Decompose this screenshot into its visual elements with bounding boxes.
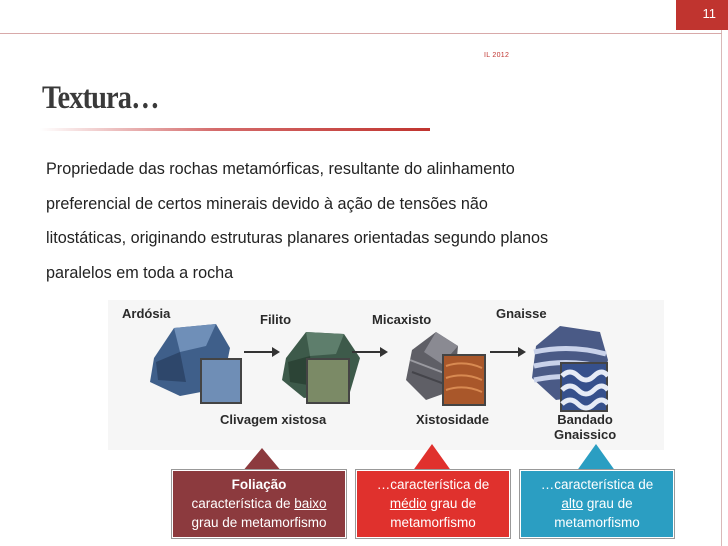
- filito-sample-image: [306, 358, 350, 404]
- callout-pointer-medio: [412, 444, 452, 472]
- caption-bandado-line2: Gnaissico: [554, 427, 617, 442]
- callout-pointer-alto: [576, 444, 616, 472]
- slide-number: 11: [702, 6, 716, 21]
- callout-alto-grau: [520, 470, 674, 538]
- header-divider: [0, 33, 722, 34]
- rock-label-micaxisto: Micaxisto: [372, 312, 432, 327]
- callout-alto-line2-post: grau de: [583, 496, 633, 511]
- title-underline: [40, 128, 430, 131]
- caption-xistosidade: Xistosidade: [416, 412, 489, 427]
- callout-baixo-line3: grau de metamorfismo: [191, 515, 327, 530]
- callout-alto-line2-underlined: alto: [561, 496, 584, 511]
- callout-baixo-line1: Foliação: [231, 477, 287, 492]
- slide-number-tab: [676, 0, 728, 30]
- callout-baixo-grau: [172, 470, 346, 538]
- right-border-line: [721, 0, 722, 546]
- micaxisto-sample-image: [442, 354, 486, 406]
- callout-alto-line3: metamorfismo: [554, 515, 640, 530]
- rock-label-ardosia: Ardósia: [122, 306, 171, 321]
- callout-medio-grau: [356, 470, 510, 538]
- caption-clivagem-xistosa: Clivagem xistosa: [220, 412, 327, 427]
- arrow-right-icon: [352, 346, 388, 358]
- callout-baixo-line2-underlined: baixo: [294, 496, 327, 511]
- callout-medio-line2-post: grau de: [426, 496, 477, 511]
- ardosia-sample-image: [200, 358, 242, 404]
- caption-bandado-line1: Bandado: [557, 412, 613, 427]
- callout-alto-line1: …característica de: [540, 477, 654, 492]
- callout-pointer-baixo: [242, 448, 282, 472]
- arrow-right-icon: [490, 346, 526, 358]
- rock-texture-figure: [108, 300, 664, 450]
- body-line: Propriedade das rochas metamórficas, resultante do alinhamento: [46, 160, 515, 178]
- gnaisse-sample-image: [560, 362, 608, 412]
- body-line: preferencial de certos minerais devido à ação de tensões não: [46, 194, 488, 213]
- body-line: litostáticas, originando estruturas planares orientadas segundo planos: [46, 229, 549, 247]
- slide-title: Textura…: [42, 80, 159, 116]
- rock-label-filito: Filito: [260, 312, 292, 327]
- callout-medio-line1: …característica de: [376, 477, 490, 492]
- body-line: paralelos em toda a rocha: [46, 263, 234, 282]
- caption-bandado-gnaissico: [554, 412, 616, 442]
- body-paragraph: [46, 152, 696, 290]
- slide-date: IL 2012: [484, 52, 510, 59]
- callout-baixo-line2-pre: característica de: [191, 496, 295, 511]
- arrow-right-icon: [244, 346, 280, 358]
- callout-medio-line3: metamorfismo: [390, 515, 476, 530]
- callout-medio-line2-underlined: médio: [389, 496, 427, 511]
- rock-label-gnaisse: Gnaisse: [496, 306, 547, 321]
